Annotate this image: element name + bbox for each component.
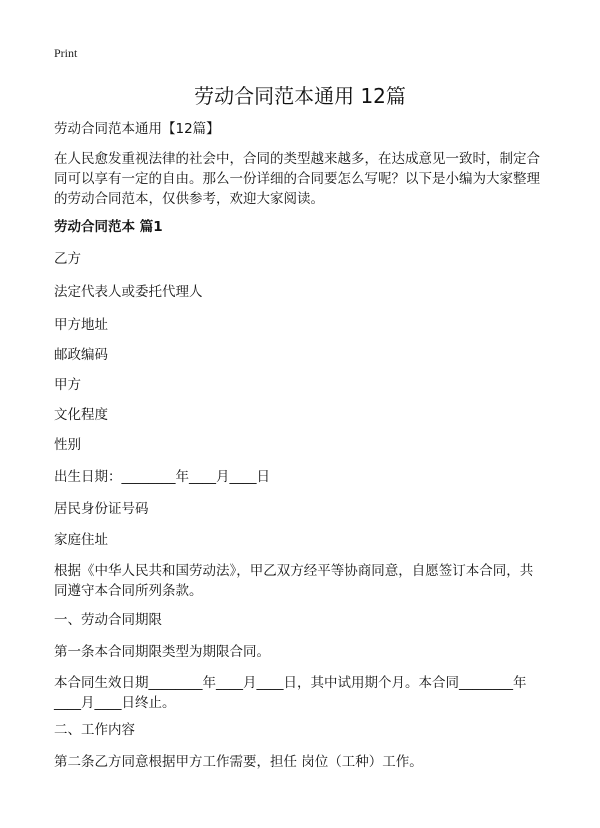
field-birth-date: 出生日期：________年____月____日 [54,469,270,485]
basis-paragraph-line: 根据《中华人民共和国劳动法》，甲乙双方经平等协商同意，自愿签订本合同，共 [54,563,534,579]
intro-paragraph-line: 的劳动合同范本，仅供参考，欢迎大家阅读。 [54,191,324,207]
intro-paragraph-line: 在人民愈发重视法律的社会中，合同的类型越来越多，在达成意见一致时，制定合 [54,151,540,167]
clause1-heading: 一、劳动合同期限 [54,612,162,628]
field-party-a: 甲方 [54,377,81,393]
clause1-effective-line: 本合同生效日期________年____月____日，其中试用期个月。本合同________年 [54,675,527,691]
clause2-heading: 二、工作内容 [54,722,135,738]
field-legal-representative: 法定代表人或委托代理人 [54,284,203,300]
clause2-article: 第二条乙方同意根据甲方工作需要，担任 岗位（工种）工作。 [54,754,423,770]
clause1-article: 第一条本合同期限类型为期限合同。 [54,644,270,660]
field-party-b: 乙方 [54,251,81,267]
section-heading: 劳动合同范本 篇1 [54,219,163,235]
clause1-effective-line: ____月____日终止。 [54,695,176,711]
field-home-address: 家庭住址 [54,532,108,548]
field-party-a-address: 甲方地址 [54,317,108,333]
document-title: 劳动合同范本通用 12篇 [194,84,406,108]
field-education: 文化程度 [54,407,108,423]
field-id-number: 居民身份证号码 [54,501,149,517]
basis-paragraph-line: 同遵守本合同所列条款。 [54,583,203,599]
document-subtitle: 劳动合同范本通用【12篇】 [54,121,220,137]
field-postal-code: 邮政编码 [54,347,108,363]
intro-paragraph-line: 同可以享有一定的自由。那么一份详细的合同要怎么写呢？以下是小编为大家整理 [54,171,540,187]
print-link[interactable]: Print [54,46,78,60]
field-gender: 性别 [54,437,81,453]
